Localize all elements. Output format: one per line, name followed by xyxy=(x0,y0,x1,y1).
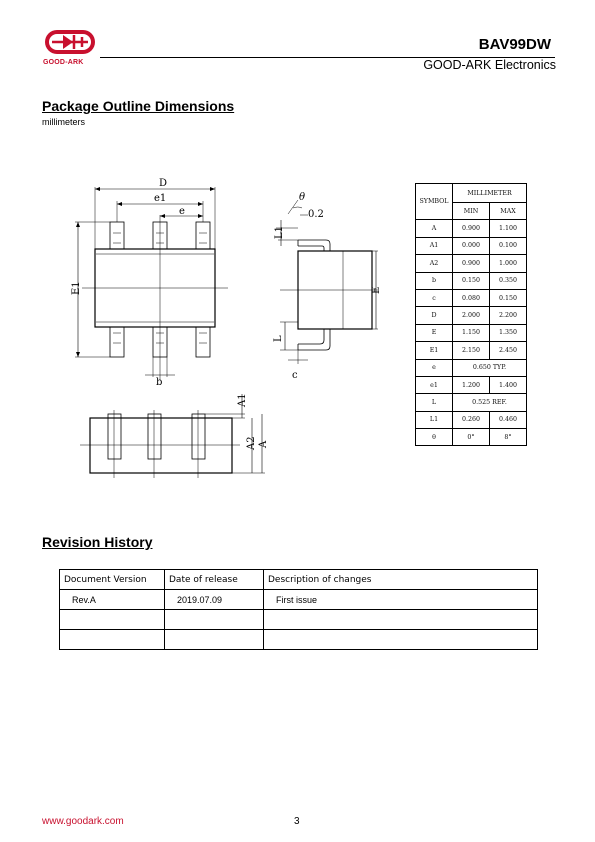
good-ark-logo xyxy=(44,29,96,55)
dim-min-cell: 1.150 xyxy=(453,324,490,341)
rev-description-cell: First issue xyxy=(264,590,538,610)
dim-max-cell: 1.100 xyxy=(490,220,527,237)
rev-header-version: Document Version xyxy=(60,570,165,590)
rev-header-date: Date of release xyxy=(165,570,264,590)
dim-max-cell: 2.200 xyxy=(490,307,527,324)
dim-min-cell: 1.200 xyxy=(453,376,490,393)
millimeter-header: MILLIMETER xyxy=(453,184,527,203)
dim-symbol-cell: b xyxy=(416,272,453,289)
rev-date-cell xyxy=(165,630,264,650)
rev-header-description: Description of changes xyxy=(264,570,538,590)
dim-table-row xyxy=(416,394,527,411)
label-A: A xyxy=(258,440,269,448)
dim-symbol-cell: c xyxy=(416,289,453,306)
dim-symbol-cell: A xyxy=(416,220,453,237)
part-number: BAV99DW xyxy=(478,36,551,53)
dim-symbol-cell: e xyxy=(416,359,453,376)
dim-table-row xyxy=(416,220,527,237)
dim-max-cell: 2.450 xyxy=(490,342,527,359)
label-tolerance: 0.2 xyxy=(308,209,324,220)
dim-min-cell: 0.150 xyxy=(453,272,490,289)
dim-symbol-cell: E1 xyxy=(416,342,453,359)
dim-min-cell: 2.150 xyxy=(453,342,490,359)
dim-symbol-cell: e1 xyxy=(416,376,453,393)
dim-table-row xyxy=(416,376,527,393)
dim-value-cell: 0.650 TYP. xyxy=(453,359,527,376)
dim-symbol-cell: A2 xyxy=(416,255,453,272)
dim-value-cell: 0.525 REF. xyxy=(453,394,527,411)
dim-max-cell: 1.000 xyxy=(490,255,527,272)
dim-table-header-row xyxy=(416,184,527,203)
rev-description-cell xyxy=(264,610,538,630)
page-number: 3 xyxy=(294,816,300,827)
dim-table-row xyxy=(416,411,527,428)
dim-table-row xyxy=(416,429,527,446)
label-E1: E1 xyxy=(71,281,82,295)
max-header: MAX xyxy=(490,203,527,220)
dim-max-cell: 1.350 xyxy=(490,324,527,341)
dim-max-cell: 1.400 xyxy=(490,376,527,393)
dimension-table xyxy=(415,183,527,446)
dim-max-cell: 0.100 xyxy=(490,237,527,254)
revision-row xyxy=(60,590,538,610)
label-A1: A1 xyxy=(237,393,248,407)
dim-symbol-cell: L xyxy=(416,394,453,411)
dim-min-cell: 2.000 xyxy=(453,307,490,324)
revision-header-row xyxy=(60,570,538,590)
label-b: b xyxy=(156,377,163,388)
dim-symbol-cell: E xyxy=(416,324,453,341)
company-name: GOOD-ARK Electronics xyxy=(423,58,556,72)
label-theta: θ xyxy=(299,192,306,203)
dim-min-cell: 0.900 xyxy=(453,255,490,272)
dim-symbol-cell: A1 xyxy=(416,237,453,254)
dim-max-cell: 8° xyxy=(490,429,527,446)
dim-table-row xyxy=(416,255,527,272)
symbol-header: SYMBOL xyxy=(416,184,453,220)
dim-table-row xyxy=(416,307,527,324)
footer-website-link[interactable]: www.goodark.com xyxy=(42,816,124,827)
label-A2: A2 xyxy=(246,436,257,450)
dim-max-cell: 0.150 xyxy=(490,289,527,306)
dim-table-row xyxy=(416,342,527,359)
dim-table-row xyxy=(416,289,527,306)
dim-min-cell: 0.080 xyxy=(453,289,490,306)
dim-max-cell: 0.350 xyxy=(490,272,527,289)
dim-max-cell: 0.460 xyxy=(490,411,527,428)
dim-table-row xyxy=(416,359,527,376)
label-e1: e1 xyxy=(154,193,167,204)
min-header: MIN xyxy=(453,203,490,220)
dim-table-row xyxy=(416,237,527,254)
dim-table-row xyxy=(416,324,527,341)
units-label: millimeters xyxy=(42,117,86,127)
label-L: L xyxy=(273,335,284,342)
logo-text: GOOD-ARK xyxy=(43,59,84,66)
dim-symbol-cell: L1 xyxy=(416,411,453,428)
revision-section-title: Revision History xyxy=(42,534,153,550)
rev-version-cell xyxy=(60,630,165,650)
revision-table xyxy=(59,569,538,650)
dim-symbol-cell: θ xyxy=(416,429,453,446)
top-view-drawing xyxy=(60,175,240,390)
rev-description-cell xyxy=(264,630,538,650)
revision-row xyxy=(60,610,538,630)
front-view-drawing xyxy=(80,390,270,480)
rev-version-cell xyxy=(60,610,165,630)
label-E: E xyxy=(371,286,382,294)
dim-min-cell: 0° xyxy=(453,429,490,446)
label-L1: L1 xyxy=(274,225,285,239)
label-c: c xyxy=(292,370,298,381)
dim-min-cell: 0.900 xyxy=(453,220,490,237)
package-section-title: Package Outline Dimensions xyxy=(42,98,235,114)
rev-date-cell xyxy=(165,610,264,630)
dim-min-cell: 0.000 xyxy=(453,237,490,254)
dim-symbol-cell: D xyxy=(416,307,453,324)
side-view-drawing xyxy=(268,182,383,382)
label-e: e xyxy=(179,206,185,217)
rev-date-cell: 2019.07.09 xyxy=(165,590,264,610)
label-D: D xyxy=(159,178,168,189)
dim-table-row xyxy=(416,272,527,289)
dim-min-cell: 0.260 xyxy=(453,411,490,428)
revision-row xyxy=(60,630,538,650)
rev-version-cell: Rev.A xyxy=(60,590,165,610)
